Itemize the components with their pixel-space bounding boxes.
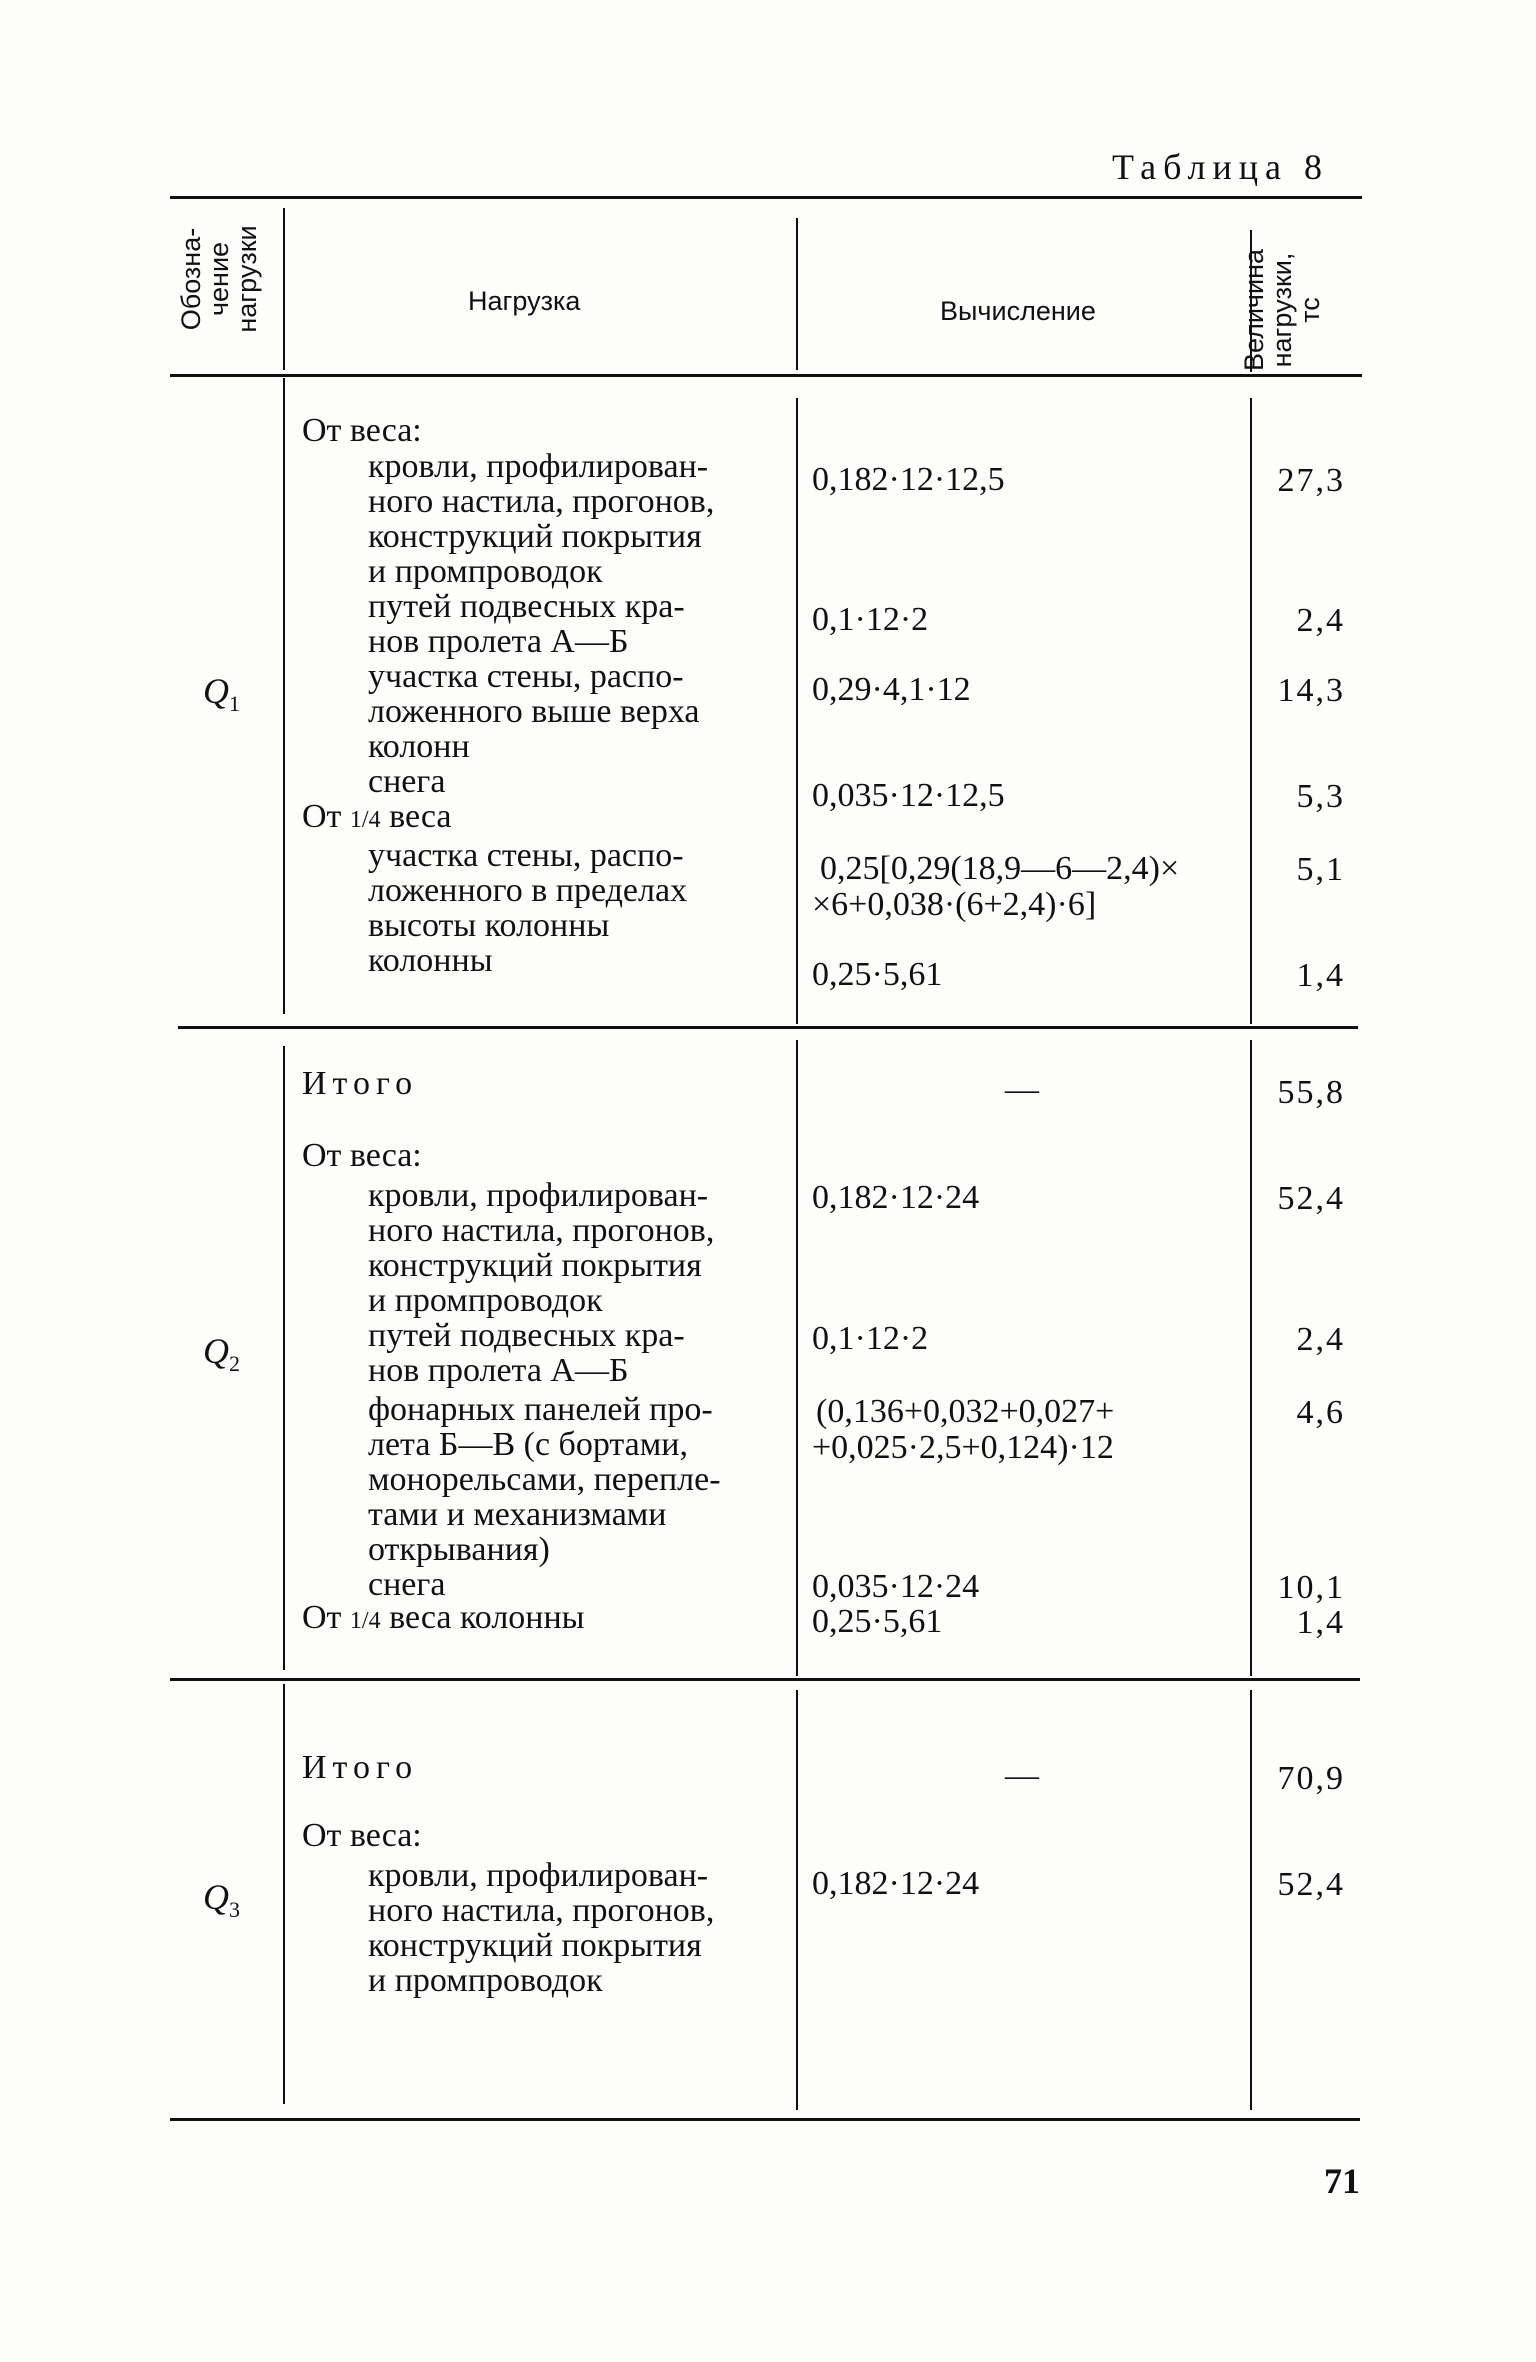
q2-item1-line1: кровли, профилирован- [368, 1177, 709, 1214]
q1-item2-line2: нов пролета А—Б [368, 623, 629, 660]
q2-item2-calc: 0,1·12·2 [812, 1320, 929, 1357]
symbol-q3: $Q_3$ [203, 1877, 240, 1923]
page-number: 71 [1324, 2161, 1360, 2201]
q2-item4-calc: 0,035·12·24 [812, 1568, 980, 1605]
q1-item5-line3: высоты колонны [368, 907, 610, 944]
vrule-2-q1 [796, 398, 798, 1024]
q1-item2-calc: 0,1·12·2 [812, 601, 929, 638]
q3-item1-line4: и промпроводок [368, 1962, 603, 1999]
q3-item1-line1: кровли, профилирован- [368, 1857, 709, 1894]
q1-item1-line3: конструкций покрытия [368, 518, 702, 555]
q2-item1-value: 52,4 [1277, 1180, 1345, 1217]
q1-item5-calc-line2: ×6+0,038·(6+2,4)·6] [812, 886, 1097, 923]
q2-item3-calc-line2: +0,025·2,5+0,124)·12 [812, 1429, 1114, 1466]
q2-item3-line1: фонарных панелей про- [368, 1391, 713, 1428]
q2-item3-calc-line1: (0,136+0,032+0,027+ [816, 1393, 1115, 1430]
q1-item3-value: 14,3 [1277, 672, 1345, 709]
q3-total-label: Итого [302, 1749, 419, 1786]
q3-item1-line2: ного настила, прогонов, [368, 1892, 715, 1929]
q2-item1-line3: конструкций покрытия [368, 1247, 702, 1284]
q2-item4-value: 10,1 [1277, 1569, 1345, 1606]
q2-item1-line2: ного настила, прогонов, [368, 1212, 715, 1249]
q3-item1-value: 52,4 [1277, 1866, 1345, 1903]
rule-top [170, 196, 1362, 199]
q1-fraction: 1/4 [349, 807, 381, 833]
q1-item1-value: 27,3 [1277, 462, 1345, 499]
q1-item4-value: 5,3 [1296, 778, 1345, 815]
header-magnitude: Величина нагрузки, тс [1239, 248, 1325, 372]
q2-total-label: Итого [302, 1065, 419, 1102]
q1-heading-quarter-weight: От 1/4 веса [302, 798, 452, 835]
symbol-q1: $Q_1$ [203, 671, 240, 717]
q3-total-value: 70,9 [1277, 1760, 1345, 1797]
q1-item2-value: 2,4 [1296, 602, 1345, 639]
vrule-1-q1 [283, 378, 285, 1014]
q2-total-calc: — [1005, 1071, 1039, 1108]
vrule-2-q3 [796, 1690, 798, 2110]
rule-bottom [170, 2118, 1360, 2121]
q2-item1-calc: 0,182·12·24 [812, 1179, 980, 1216]
vrule-1-header [283, 208, 285, 370]
q1-item1-line4: и промпроводок [368, 553, 603, 590]
rule-header-bottom [170, 374, 1362, 377]
q2-item2-value: 2,4 [1296, 1321, 1345, 1358]
q1-item3-line1: участка стены, распо- [368, 658, 684, 695]
q2-last-value: 1,4 [1296, 1604, 1345, 1641]
q1-item6-calc: 0,25·5,61 [812, 956, 943, 993]
q3-total-calc: — [1005, 1757, 1039, 1794]
header-load: Нагрузка [468, 286, 581, 316]
rule-after-q1 [178, 1026, 1358, 1029]
q1-item5-line2: ложенного в пределах [368, 872, 688, 909]
q2-item2-line1: путей подвесных кра- [368, 1317, 685, 1354]
q3-item1-calc: 0,182·12·24 [812, 1865, 980, 1902]
q2-item1-line4: и промпроводок [368, 1282, 603, 1319]
q1-item3-line2: ложенного выше верха [368, 693, 700, 730]
q2-item3-line4: тами и механизмами [368, 1496, 667, 1533]
q2-heading-weight: От веса: [302, 1137, 422, 1174]
header-calculation: Вычисление [940, 296, 1096, 326]
vrule-1-q3 [283, 1684, 285, 2104]
q1-item1-calc: 0,182·12·12,5 [812, 461, 1005, 498]
q1-item3-line3: колонн [368, 728, 470, 765]
q2-total-value: 55,8 [1277, 1074, 1345, 1111]
q1-item5-calc-line1: 0,25[0,29(18,9—6—2,4)× [820, 850, 1180, 887]
symbol-q2: $Q_2$ [203, 1331, 240, 1377]
vrule-2-header [796, 218, 798, 370]
q2-item3-value: 4,6 [1296, 1394, 1345, 1431]
q1-item1-line2: ного настила, прогонов, [368, 483, 715, 520]
vrule-2-q2 [796, 1040, 798, 1676]
q2-item4-line1: снега [368, 1566, 446, 1603]
q1-item6-line1: колонны [368, 942, 493, 979]
q2-last-calc: 0,25·5,61 [812, 1603, 943, 1640]
header-designation: Обозна- чение нагрузки [176, 225, 262, 333]
q1-item5-value: 5,1 [1296, 851, 1345, 888]
q1-item5-line1: участка стены, распо- [368, 837, 684, 874]
q3-item1-line3: конструкций покрытия [368, 1927, 702, 1964]
q1-item1-line1: кровли, профилирован- [368, 448, 709, 485]
table-title: Таблица 8 [1112, 147, 1329, 187]
vrule-1-q2 [283, 1046, 285, 1670]
q1-heading-weight: От веса: [302, 412, 422, 449]
q1-item3-calc: 0,29·4,1·12 [812, 671, 971, 708]
q2-item2-line2: нов пролета А—Б [368, 1352, 629, 1389]
q1-item4-line1: снега [368, 763, 446, 800]
rule-after-q2 [170, 1678, 1360, 1681]
q2-item3-line3: монорельсами, перепле- [368, 1461, 721, 1498]
q1-item2-line1: путей подвесных кра- [368, 588, 685, 625]
q3-heading-weight: От веса: [302, 1817, 422, 1854]
q1-item6-value: 1,4 [1296, 957, 1345, 994]
q2-item3-line5: открывания) [368, 1531, 550, 1568]
q2-item3-line2: лета Б—В (с бортами, [368, 1426, 688, 1463]
q2-fraction: 1/4 [349, 1608, 381, 1634]
q2-heading-quarter-weight: От 1/4 веса колонны [302, 1599, 585, 1636]
q1-item4-calc: 0,035·12·12,5 [812, 777, 1005, 814]
